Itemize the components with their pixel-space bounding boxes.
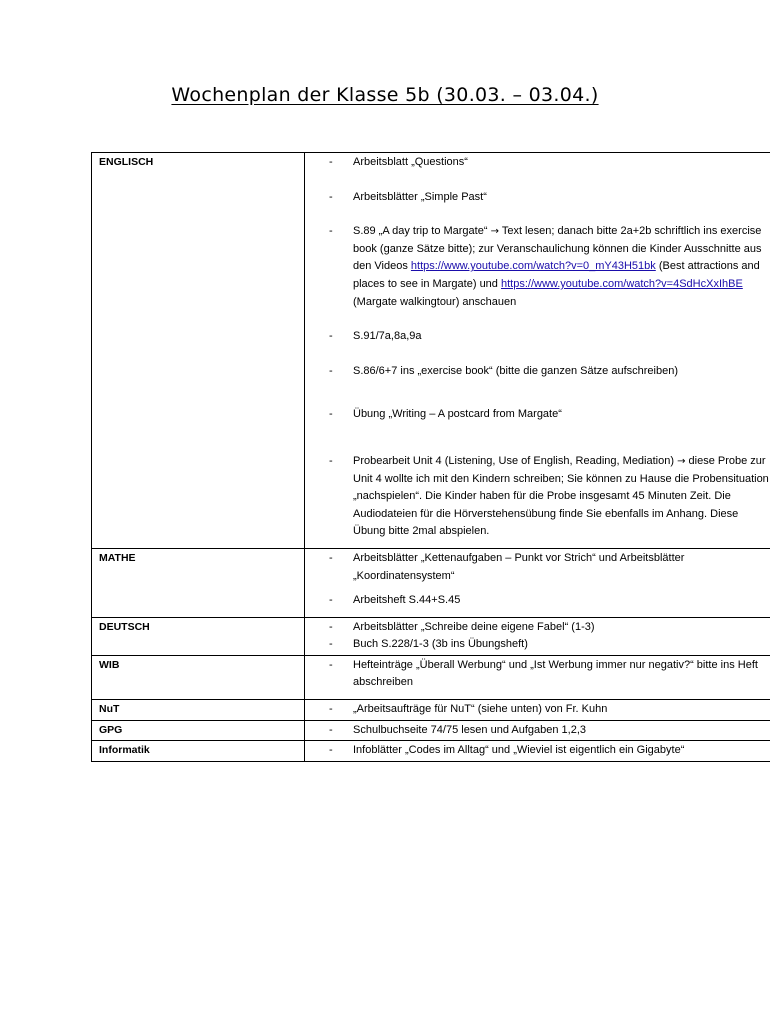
weekly-plan-table bbox=[91, 152, 770, 762]
tasks-gpg bbox=[305, 720, 770, 741]
arrow-right-icon: → bbox=[490, 226, 499, 238]
youtube-link-walkingtour[interactable]: https://www.youtube.com/watch?v=4SdHcXxIhBE bbox=[500, 277, 743, 290]
task-item: - Arbeitsblätter „Kettenaufgaben – Punkt vor Strich“ und Arbeitsblätter „Koordinatensystem“ bbox=[329, 551, 685, 582]
task-item: - Probearbeit Unit 4 (Listening, Use of English, Reading, Mediation) → diese Probe zur Unit 4 wollte ich mit den Kindern schreiben; Sie können zu Hause die Probensituation „nachspielen“. Die Kinder haben für die Probe insgesamt 45 Minuten Zeit. Die Audiodateien für die Hörverstehensübung finde Sie ebenfalls im Anhang. Diese Übung bitte 2mal abspielen. bbox=[329, 454, 769, 538]
table-row-englisch bbox=[92, 153, 770, 549]
tasks-deutsch bbox=[305, 617, 770, 655]
task-item: - Arbeitsheft S.44+S.45 bbox=[329, 594, 461, 607]
table-row-nut bbox=[92, 700, 770, 721]
subject-mathe: MATHE bbox=[92, 548, 305, 617]
task-item: - Hefteinträge „Überall Werbung“ und „Ist Werbung immer nur negativ?“ bitte ins Heft abschreiben bbox=[329, 658, 758, 689]
task-item: - Arbeitsblätter „Schreibe deine eigene Fabel“ (1-3) bbox=[329, 620, 595, 633]
page-title: Wochenplan der Klasse 5b (30.03. – 03.04.) bbox=[171, 84, 599, 106]
task-item: - S.91/7a,8a,9a bbox=[329, 330, 422, 343]
task-item: - S.86/6+7 ins „exercise book“ (bitte die ganzen Sätze aufschreiben) bbox=[329, 364, 678, 377]
subject-wib: WIB bbox=[92, 655, 305, 699]
tasks-informatik bbox=[305, 741, 770, 762]
tasks-mathe bbox=[305, 548, 770, 617]
task-item: - S.89 „A day trip to Margate“ → Text lesen; danach bitte 2a+2b schriftlich ins exercise book (ganze Sätze bitte); zur Veranschaulichung können die Kinder Ausschnitte aus den Videos https://www.youtube.com/watch?v=0_mY43H51bk (Best attractions and places to see in Margate) und https://www.youtube.com/watch?v=4SdHcXxIhBE (Margate walkingtour) anschauen bbox=[329, 225, 762, 308]
tasks-englisch bbox=[305, 153, 770, 549]
youtube-link-best-attractions[interactable]: https://www.youtube.com/watch?v=0_mY43H51bk bbox=[410, 260, 656, 273]
tasks-nut bbox=[305, 700, 770, 721]
arrow-right-icon: → bbox=[677, 455, 686, 467]
table-row-wib bbox=[92, 655, 770, 699]
task-item: - „Arbeitsaufträge für NuT“ (siehe unten) von Fr. Kuhn bbox=[329, 703, 608, 716]
tasks-wib bbox=[305, 655, 770, 699]
task-item: - Schulbuchseite 74/75 lesen und Aufgaben 1,2,3 bbox=[329, 723, 587, 736]
subject-gpg: GPG bbox=[92, 720, 305, 741]
subject-nut: NuT bbox=[92, 700, 305, 721]
subject-englisch: ENGLISCH bbox=[92, 153, 305, 549]
table-row-gpg bbox=[92, 720, 770, 741]
task-item: - Arbeitsblätter „Simple Past“ bbox=[329, 190, 487, 203]
task-item: - Buch S.228/1-3 (3b ins Übungsheft) bbox=[329, 638, 528, 651]
task-item: - Arbeitsblatt „Questions“ bbox=[329, 156, 468, 168]
subject-informatik: Informatik bbox=[92, 741, 305, 762]
table-row-deutsch bbox=[92, 617, 770, 655]
table-row-informatik bbox=[92, 741, 770, 762]
task-item: - Übung „Writing – A postcard from Margate“ bbox=[329, 408, 562, 421]
task-item: - Infoblätter „Codes im Alltag“ und „Wieviel ist eigentlich ein Gigabyte“ bbox=[329, 744, 685, 757]
table-row-mathe bbox=[92, 548, 770, 617]
subject-deutsch: DEUTSCH bbox=[92, 617, 305, 655]
